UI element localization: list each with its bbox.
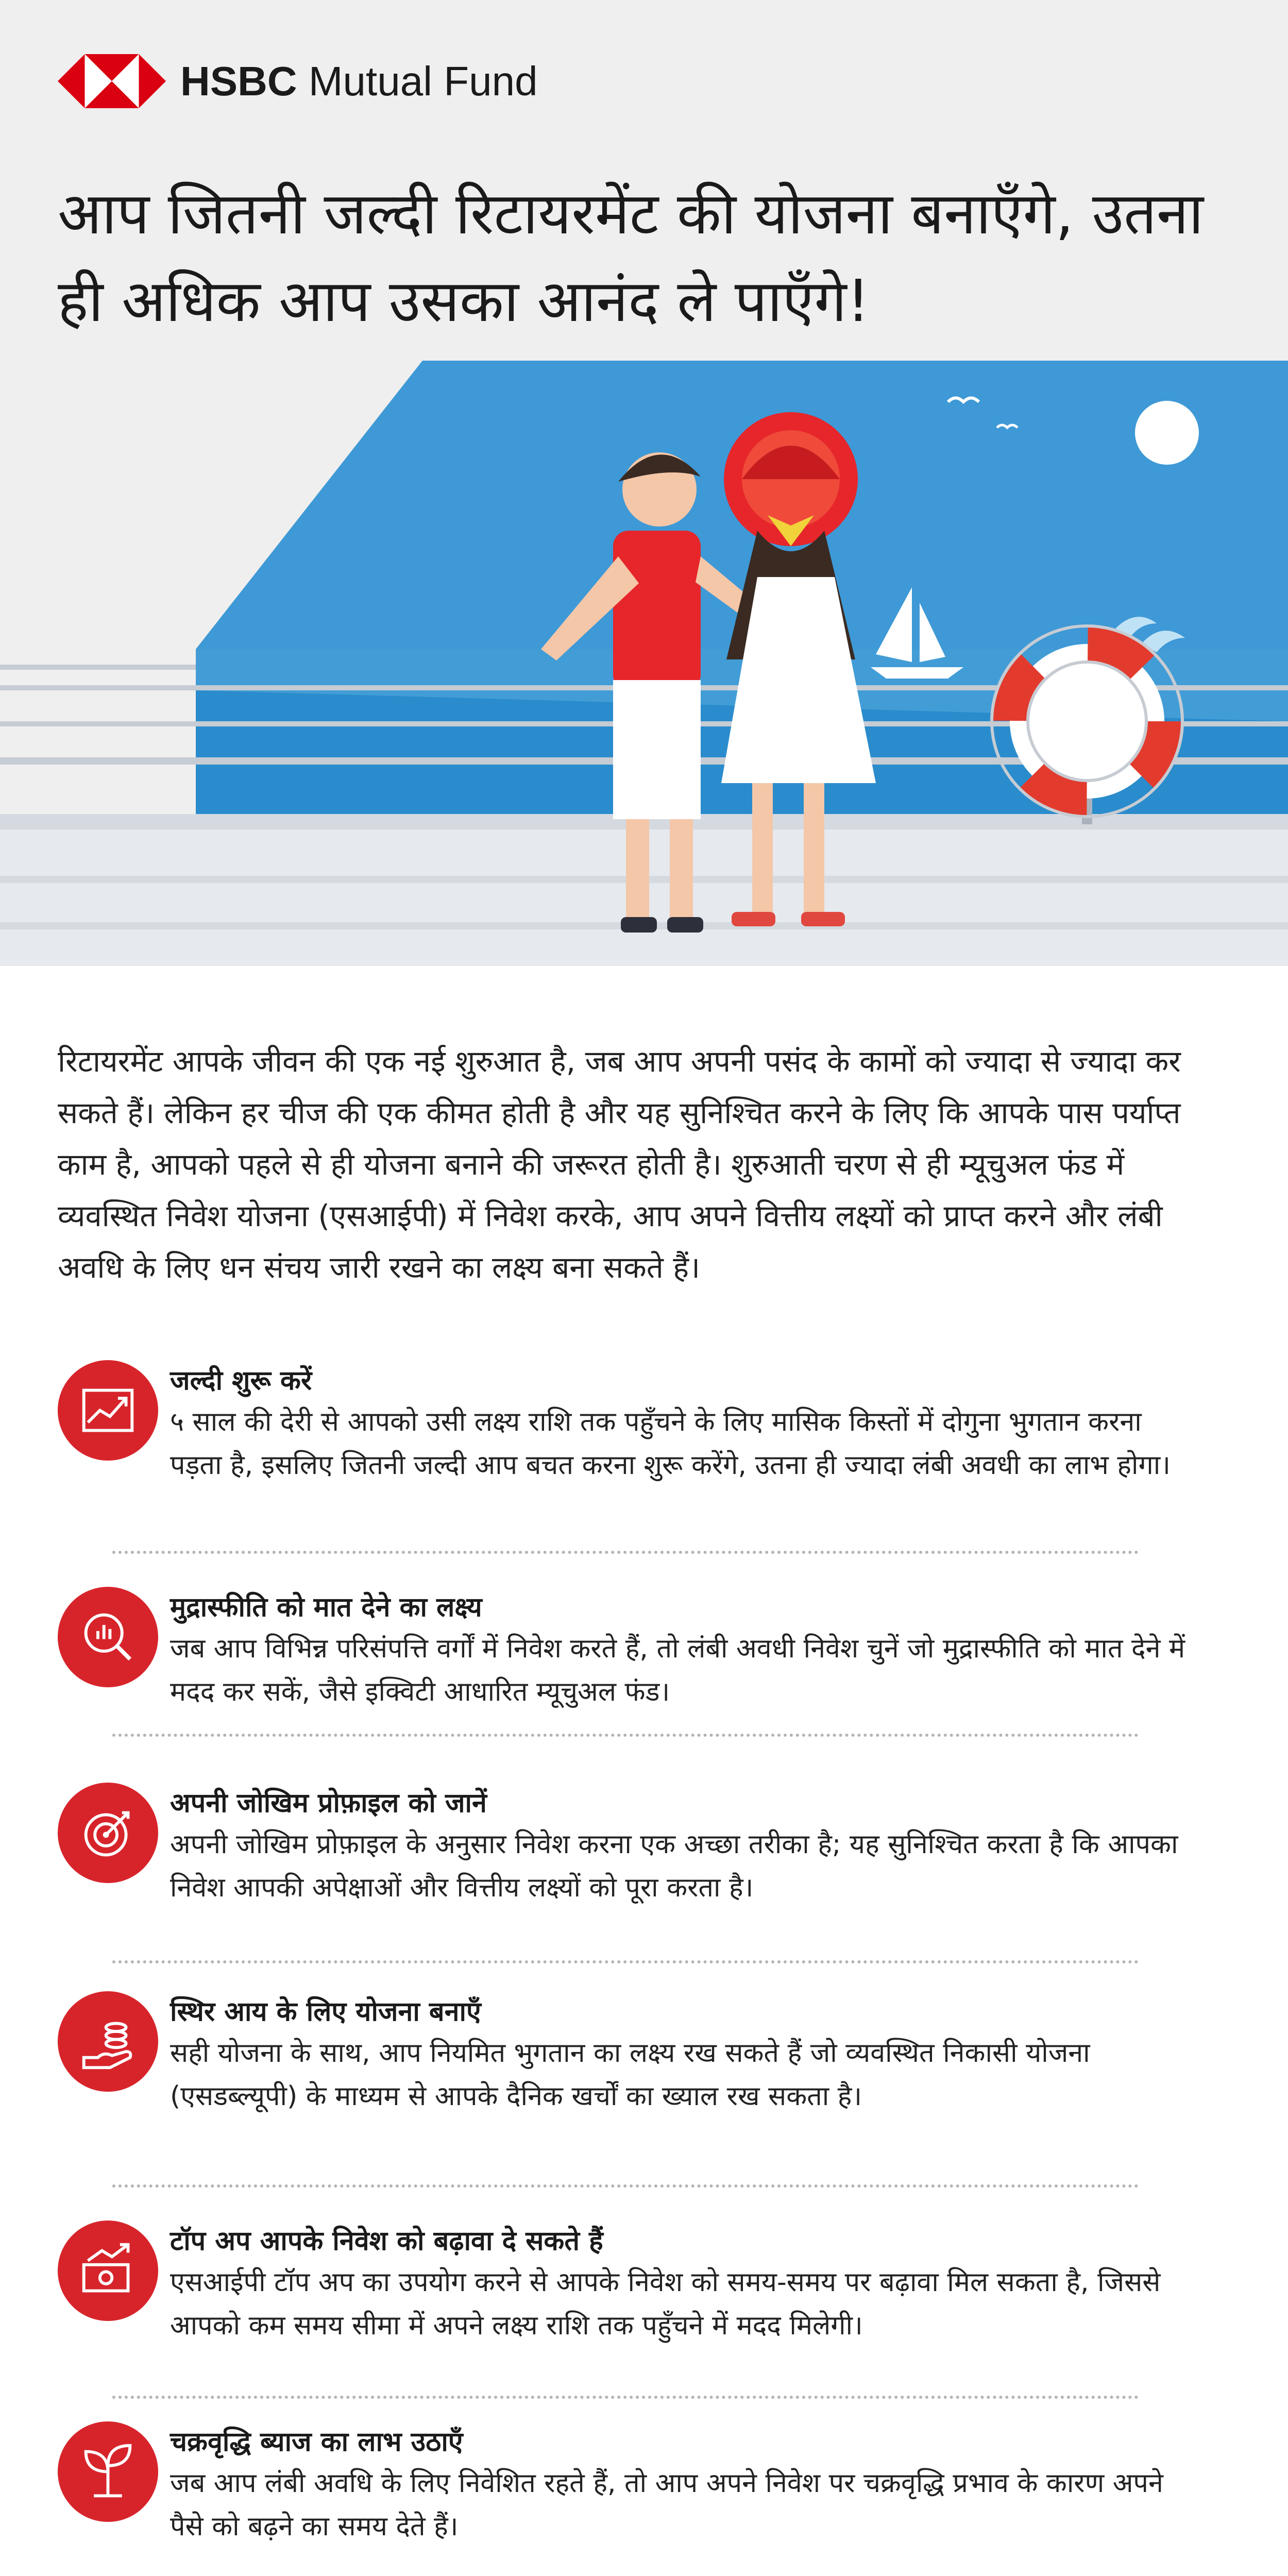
tip-text: ५ साल की देरी से आपको उसी लक्ष्य राशि तक पहुँचने के लिए मासिक किस्तों में दोगुना भुगतान करना पड़ता है, इसलिए जितनी जल्दी आप बचत करना शुरू करेंगे, उतना ही ज्यादा लंबी अवधी का लाभ होगा। <box>170 1406 1171 1481</box>
retired-couple-cruise-illustration <box>0 361 1288 966</box>
magnifier-chart-icon <box>58 1587 158 1687</box>
money-growth-icon <box>58 2221 158 2321</box>
tip-text: सही योजना के साथ, आप नियमित भुगतान का लक्ष्य रख सकते हैं जो व्यवस्थित निकासी योजना (एसडब्ल्यूपी) के माध्यम से आपके दैनिक खर्चों का ख्याल रख सकता है। <box>170 2038 1090 2112</box>
tip-title: चक्रवृद्धि ब्याज का लाभ उठाएँ <box>170 2427 463 2458</box>
brand-name: HSBC Mutual Fund <box>180 58 538 104</box>
target-icon <box>58 1783 158 1883</box>
tip-text: अपनी जोखिम प्रोफ़ाइल के अनुसार निवेश करना एक अच्छा तरीका है; यह सुनिश्चित करता है कि आपका निवेश आपकी अपेक्षाओं और वित्तीय लक्ष्यों को पूरा करता है। <box>170 1829 1178 1903</box>
tip-text: जब आप विभिन्न परिसंपत्ति वर्गों में निवेश करते हैं, तो लंबी अवधी निवेश चुनें जो मुद्रास्फीति को मात देने में मदद कर सकें, जैसे इक्विटी आधारित म्यूचुअल फंड। <box>170 1633 1185 1707</box>
hsbc-hexagon-icon <box>58 54 166 108</box>
tip-title: टॉप अप आपके निवेश को बढ़ावा दे सकते हैं <box>170 2226 603 2257</box>
dotted-divider <box>112 2396 1139 2399</box>
dotted-divider <box>112 2184 1139 2188</box>
dotted-divider <box>112 1734 1139 1737</box>
page-headline: आप जितनी जल्दी रिटायरमेंट की योजना बनाएँगे, उतना ही अधिक आप उसका आनंद ले पाएँगे! <box>58 180 1204 335</box>
tip-title: अपनी जोखिम प्रोफ़ाइल को जानें <box>170 1788 487 1819</box>
tip-title: जल्दी शुरू करें <box>170 1365 312 1396</box>
tip-text: जब आप लंबी अवधि के लिए निवेशित रहते हैं, तो आप अपने निवेश पर चक्रवृद्धि प्रभाव के कारण अपने पैसे को बढ़ने का समय देते हैं। <box>170 2468 1163 2542</box>
hand-coins-icon <box>58 1991 158 2092</box>
tip-text: एसआईपी टॉप अप का उपयोग करने से आपके निवेश को समय-समय पर बढ़ावा मिल सकता है, जिससे आपको कम समय सीमा में अपने लक्ष्य राशि तक पहुँचने में मदद मिलेगी। <box>170 2267 1161 2341</box>
hsbc-logo[interactable] <box>58 54 538 108</box>
intro-paragraph: रिटायरमेंट आपके जीवन की एक नई शुरुआत है, जब आप अपनी पसंद के कामों को ज्यादा से ज्यादा कर सकते हैं। लेकिन हर चीज की एक कीमत होती है और यह सुनिश्चित करने के लिए कि आपके पास पर्याप्त काम है, आपको पहले से ही योजना बनाने की जरूरत होती है। शुरुआती चरण से ही म्यूचुअल फंड में व्यवस्थित निवेश योजना (एसआईपी) में निवेश करके, आप अपने वित्तीय लक्ष्यों को प्राप्त करने और लंबी अवधि के लिए धन संचय जारी रखने का लक्ष्य बना सकते हैं। <box>58 1044 1181 1285</box>
plant-icon <box>58 2421 158 2522</box>
tip-title: मुद्रास्फीति को मात देने का लक्ष्य <box>170 1592 482 1623</box>
dotted-divider <box>112 1960 1139 1963</box>
growth-chart-icon <box>58 1360 158 1461</box>
dotted-divider <box>112 1551 1139 1554</box>
tip-title: स्थिर आय के लिए योजना बनाएँ <box>170 1996 481 2027</box>
